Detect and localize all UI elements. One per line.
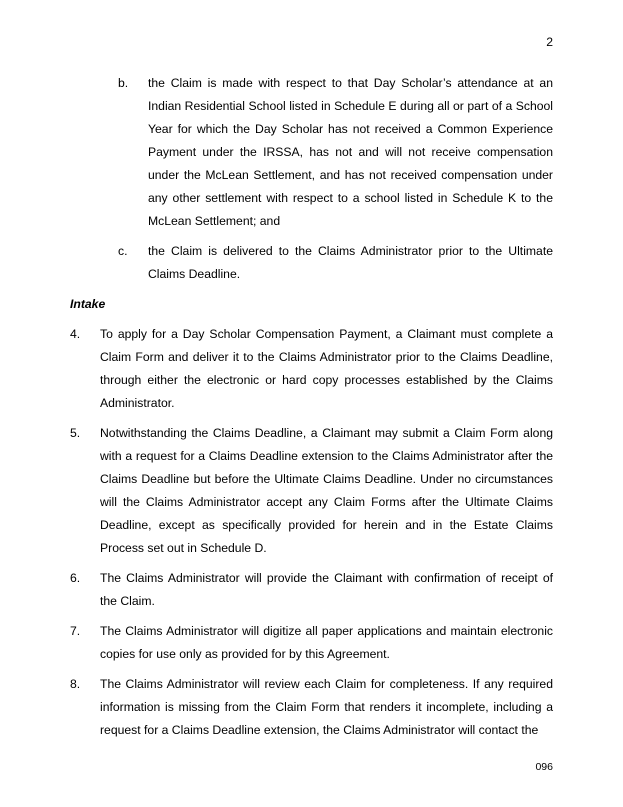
list-item-label: c. bbox=[118, 244, 128, 258]
numbered-item-label: 5. bbox=[70, 426, 81, 440]
numbered-item-label: 6. bbox=[70, 571, 81, 585]
list-item-text: the Claim is made with respect to that Day Scholar’s attendance at an Indian Residential School listed in Schedule E during all or part of a School Year for which the Day Scholar has not received a Common Experience Payment under the IRSSA, has not and will not receive compensation under the McLean Settlement, and has not received compensation under any other settlement with respect to a school listed in Schedule K to the McLean Settlement; and bbox=[148, 76, 553, 228]
numbered-item-text: The Claims Administrator will digitize all paper applications and maintain electronic copies for use only as provided for by this Agreement. bbox=[100, 624, 553, 661]
list-item-c bbox=[118, 240, 553, 286]
numbered-item-text: To apply for a Day Scholar Compensation Payment, a Claimant must complete a Claim Form and deliver it to the Claims Administrator prior to the Claims Deadline, through either the electronic or hard copy processes established by the Claims Administrator. bbox=[100, 327, 553, 410]
numbered-item-7 bbox=[70, 620, 553, 666]
numbered-item-text: The Claims Administrator will review each Claim for completeness. If any required information is missing from the Claim Form that renders it incomplete, including a request for a Claims Deadline extension, the Claims Administrator will contact the bbox=[100, 677, 553, 737]
numbered-item-8 bbox=[70, 673, 553, 742]
list-item-label: b. bbox=[118, 76, 129, 90]
numbered-item-label: 7. bbox=[70, 624, 81, 638]
numbered-item-5 bbox=[70, 422, 553, 560]
numbered-item-4 bbox=[70, 323, 553, 415]
numbered-item-text: The Claims Administrator will provide the Claimant with confirmation of receipt of the Claim. bbox=[100, 571, 553, 608]
numbered-item-text: Notwithstanding the Claims Deadline, a Claimant may submit a Claim Form along with a request for a Claims Deadline extension to the Claims Administrator after the Claims Deadline but before the Ultimate Claims Deadline. Under no circumstances will the Claims Administrator accept any Claim Forms after the Ultimate Claims Deadline, except as specifically provided for herein and in the Estate Claims Process set out in Schedule D. bbox=[100, 426, 553, 555]
numbered-item-6 bbox=[70, 567, 553, 613]
numbered-item-label: 8. bbox=[70, 677, 81, 691]
section-heading-intake: Intake bbox=[70, 297, 106, 311]
list-item-text: the Claim is delivered to the Claims Administrator prior to the Ultimate Claims Deadline. bbox=[148, 244, 553, 281]
page-number: 2 bbox=[546, 35, 553, 49]
numbered-item-label: 4. bbox=[70, 327, 81, 341]
footer-page-number: 096 bbox=[535, 761, 553, 773]
list-item-b bbox=[118, 72, 553, 233]
